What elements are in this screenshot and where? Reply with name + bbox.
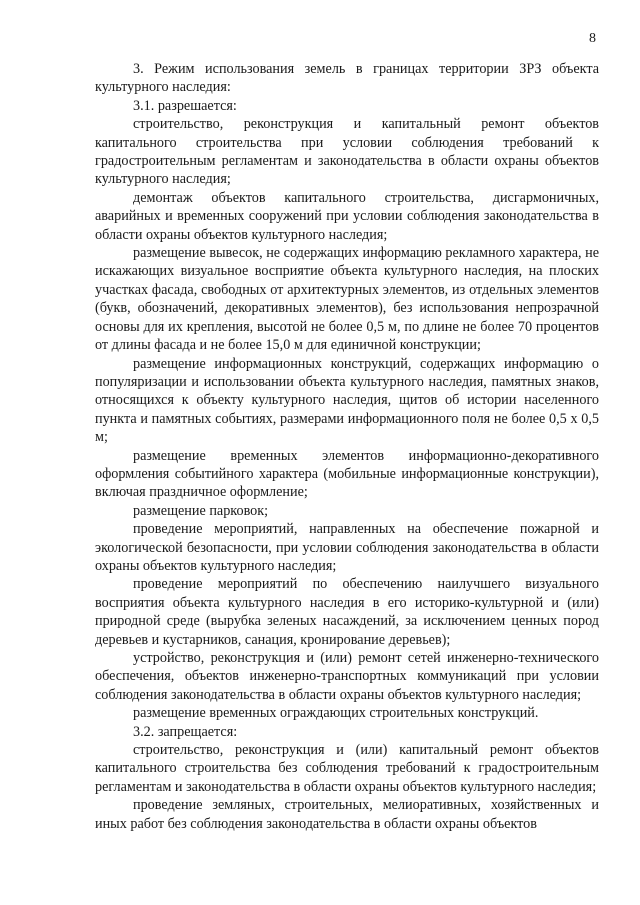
permitted-item-visual-perception: проведение мероприятий по обеспечению наилучшего визуального восприятия объекта культурного наследия в его историко-культурной и (или) природной среде (вырубка зеленых насаждений, за исключением ценных пород деревьев и кустарников, санация, кронирование деревьев);	[95, 576, 599, 648]
permitted-item-dismantling: демонтаж объектов капитального строительства, дисгармоничных, аварийных и временных сооружений при условии соблюдения законодательства в области охраны объектов культурного наследия;	[95, 189, 599, 243]
permitted-item-temporary-decor: размещение временных элементов информационно-декоративного оформления событийного характера (мобильные информационные конструкции), включая праздничное оформление;	[95, 447, 599, 501]
prohibited-item-construction: строительство, реконструкция и (или) капитальный ремонт объектов капитального строительства без соблюдения требований к градостроительным регламентам и законодательства в области охраны объектов культурного наследия;	[95, 742, 599, 795]
permitted-item-construction: строительство, реконструкция и капитальный ремонт объектов капитального строительства при условии соблюдения требований к градостроительным регламентам и законодательства в области охраны объектов культурного наследия;	[95, 116, 599, 188]
document-body	[95, 60, 599, 833]
prohibited-item-earthworks: проведение земляных, строительных, мелиоративных, хозяйственных и иных работ без соблюдения законодательства в области охраны объектов	[95, 797, 599, 832]
permitted-item-utility-networks: устройство, реконструкция и (или) ремонт сетей инженерно-технического обеспечения, объектов инженерно-транспортных коммуникаций при условии соблюдения законодательства в области охраны объектов культурного наследия;	[95, 650, 599, 703]
permitted-item-temporary-fencing: размещение временных ограждающих строительных конструкций.	[133, 705, 539, 722]
section-3-heading: 3. Режим использования земель в границах территории ЗРЗ объекта культурного наследия:	[95, 61, 599, 96]
subsection-3-2-heading: 3.2. запрещается:	[133, 723, 238, 740]
page-number: 8	[589, 31, 596, 46]
permitted-item-info-structures: размещение информационных конструкций, содержащих информацию о популяризации и использовании объекта культурного наследия, памятных знаков, относящихся к объекту культурного наследия, щитов об истории населенного пункта и памятных событиях, размерами информационного поля не более 0,5 х 0,5 м;	[95, 355, 599, 446]
permitted-item-parking: размещение парковок;	[133, 502, 269, 519]
subsection-3-1-heading: 3.1. разрешается:	[133, 97, 237, 114]
permitted-item-signage: размещение вывесок, не содержащих информацию рекламного характера, не искажающих визуальное восприятие объекта культурного наследия, на плоских участках фасада, свободных от архитектурных элементов, из отдельных элементов (букв, обозначений, декоративных элементов), без использования непрозрачной основы для их крепления, высотой не более 0,5 м, по длине не более 70 процентов от длины фасада и не более 15,0 м для единичной конструкции;	[95, 245, 599, 354]
permitted-item-safety-measures: проведение мероприятий, направленных на обеспечение пожарной и экологической безопасности, при условии соблюдения законодательства в области охраны объектов культурного наследия;	[95, 521, 599, 574]
